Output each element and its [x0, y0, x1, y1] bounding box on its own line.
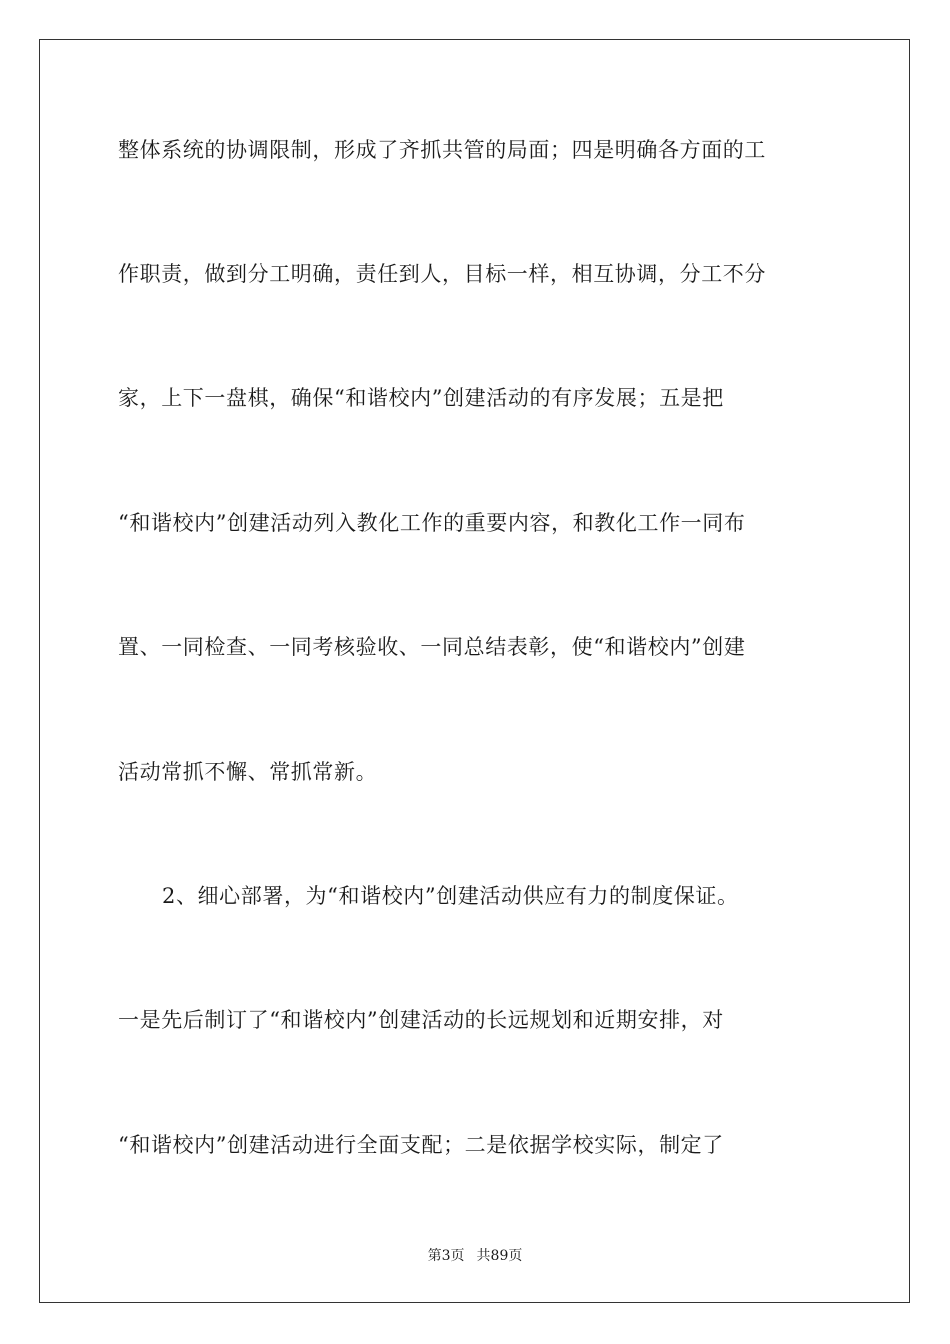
body-line-1: 整体系统的协调限制，形成了齐抓共管的局面；四是明确各方面的工: [118, 138, 766, 162]
page-footer: [0, 1246, 950, 1266]
page-number: 第3页: [427, 1248, 465, 1264]
body-line-8: 一是先后制订了“和谐校内”创建活动的长远规划和近期安排，对: [118, 1008, 724, 1032]
body-line-9: “和谐校内”创建活动进行全面支配；二是依据学校实际，制定了: [118, 1133, 724, 1157]
page-border: [39, 39, 910, 1303]
body-line-3: 家，上下一盘棋，确保“和谐校内”创建活动的有序发展；五是把: [118, 386, 724, 410]
body-line-7: 2、细心部署，为“和谐校内”创建活动供应有力的制度保证。: [162, 884, 739, 908]
total-pages: 共89页: [476, 1248, 523, 1264]
body-line-6: 活动常抓不懈、常抓常新。: [118, 760, 378, 784]
body-line-5: 置、一同检查、一同考核验收、一同总结表彰，使“和谐校内”创建: [118, 635, 746, 659]
body-line-2: 作职责，做到分工明确，责任到人，目标一样，相互协调，分工不分: [118, 262, 766, 286]
body-line-4: “和谐校内”创建活动列入教化工作的重要内容，和教化工作一同布: [118, 511, 746, 535]
